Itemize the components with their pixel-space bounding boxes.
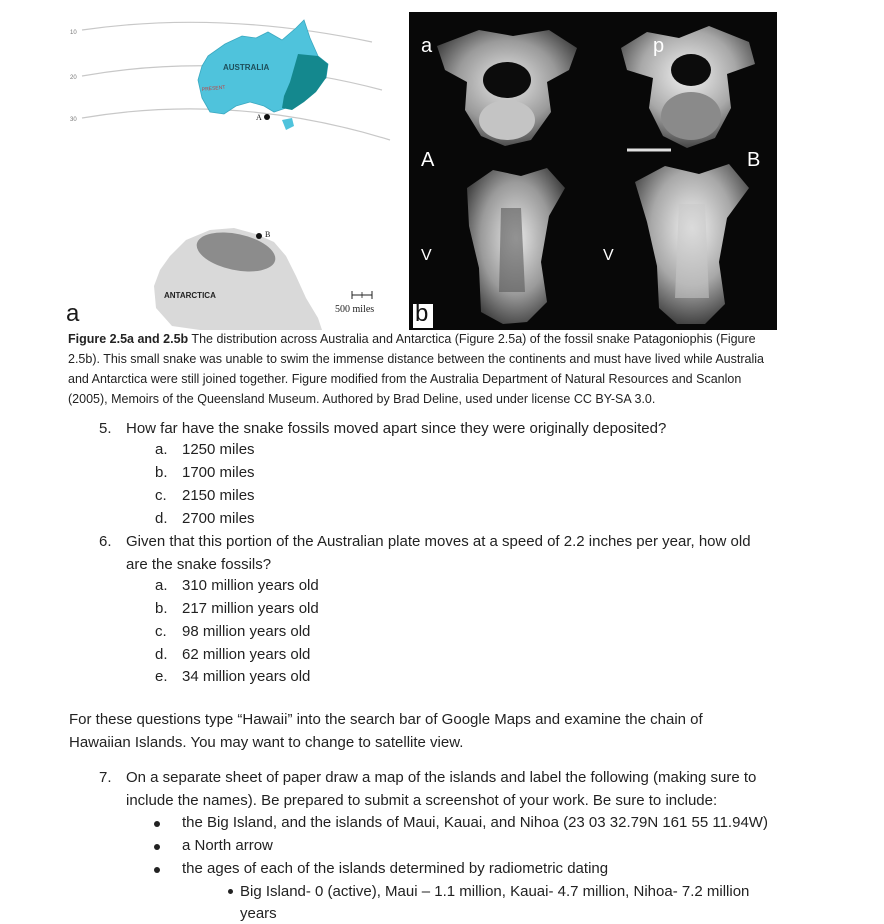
distribution-map [60,8,406,330]
figure-2-5 [60,8,780,330]
latitude-line-10 [82,22,372,42]
caption-line-1 [68,329,828,349]
lat-label-20: 20 [70,75,77,81]
vertebra-photo-graphic [409,12,777,330]
q6-option-d-letter: d. [155,646,168,663]
q5-option-a-letter: a. [155,441,168,458]
q5-text: How far have the snake fossils moved apart since they were originally deposited? [126,420,667,437]
q5-option-a: 1250 miles [182,441,255,458]
q6-option-c: 98 million years old [182,623,311,640]
point-a-label: A [256,113,262,122]
lat-label-30: 30 [70,117,77,123]
distribution-map-graphic [60,8,406,330]
sub-bullet-dot [228,889,233,894]
centrum-right [661,92,721,140]
q6-option-b-letter: b. [155,600,168,617]
centrum-left [479,100,535,140]
q6-text-line-2: are the snake fossils? [126,556,272,573]
q5-option-b-letter: b. [155,464,168,481]
photo-label-B: B [747,149,761,171]
panel-letter-a: a [66,300,80,327]
latitude-line-30 [82,109,390,140]
bullet-dot-3 [154,867,160,873]
present-label: PRESENT [201,84,226,93]
hawaii-intro-line-2: Hawaiian Islands. You may want to change to satellite view. [69,734,464,751]
point-b-label: B [265,230,271,239]
q5-option-c-letter: c. [155,487,167,504]
neural-canal-left [483,62,531,98]
antarctica-label: ANTARCTICA [164,291,216,300]
q6-option-a-letter: a. [155,577,168,594]
q7-bullet-2: a North arrow [182,837,273,854]
point-b-marker [256,233,262,239]
q5-option-b: 1700 miles [182,464,255,481]
q6-option-b: 217 million years old [182,600,319,617]
figure-caption [68,329,828,409]
neural-canal-right [671,54,711,86]
photo-label-A: A [421,149,435,171]
photo-label-V-left: V [421,247,432,264]
bullet-dot-2 [154,844,160,850]
photo-label-p: p [653,35,665,57]
q7-text-line-2: include the names). Be prepared to submit a screenshot of your work. Be sure to include: [126,792,718,809]
lat-label-10: 10 [70,30,77,36]
q6-option-a: 310 million years old [182,577,319,594]
q5-option-d-letter: d. [155,510,168,527]
q6-option-e-letter: e. [155,668,168,685]
caption-line-1-text: The distribution across Australia and Antarctica (Figure 2.5a) of the fossil snake Patagoniophis (Figure [188,332,756,346]
panel-letter-b: b [415,300,429,327]
q7-text-line-1: On a separate sheet of paper draw a map of the islands and label the following (making sure to [126,769,757,786]
q7-number: 7. [99,769,112,786]
point-a-marker [264,114,270,120]
caption-bold: Figure 2.5a and 2.5b [68,332,189,346]
q6-number: 6. [99,533,112,550]
caption-line-3: and Antarctica were still joined together. Figure modified from the Australia Department of Natural Resources and Scanlon [68,372,742,386]
q6-option-c-letter: c. [155,623,167,640]
q7-sub-bullet-line-1: Big Island- 0 (active), Maui – 1.1 million, Kauai- 4.7 million, Nihoa- 7.2 million [240,883,750,900]
q6-text-line-1: Given that this portion of the Australian plate moves at a speed of 2.2 inches per year, how old [126,533,751,550]
q7-sub-bullet-line-2: years [240,905,277,922]
q5-number: 5. [99,420,112,437]
caption-line-4: (2005), Memoirs of the Queensland Museum. Authored by Brad Deline, used under license CC BY-SA 3.0. [68,392,656,406]
tasmania-shape [282,118,294,130]
photo-label-V-right: V [603,247,614,264]
hawaii-intro-line-1: For these questions type “Hawaii” into the search bar of Google Maps and examine the chain of [69,711,703,728]
q5-option-d: 2700 miles [182,510,255,527]
q7-bullet-3: the ages of each of the islands determined by radiometric dating [182,860,609,877]
q5-option-c: 2150 miles [182,487,255,504]
scale-label: 500 miles [335,304,375,315]
q6-option-e: 34 million years old [182,668,311,685]
caption-line-2: 2.5b). This small snake was unable to swim the immense distance between the continents and must have lived while Australia [68,352,764,366]
q6-option-d: 62 million years old [182,646,311,663]
q7-bullet-1: the Big Island, and the islands of Maui, Kauai, and Nihoa (23 03 32.79N 161 55 11.94W) [182,814,768,831]
photo-label-a-lower: a [421,35,433,57]
australia-label: AUSTRALIA [223,63,270,72]
vertebra-photo [409,12,777,330]
bullet-dot-1 [154,821,160,827]
